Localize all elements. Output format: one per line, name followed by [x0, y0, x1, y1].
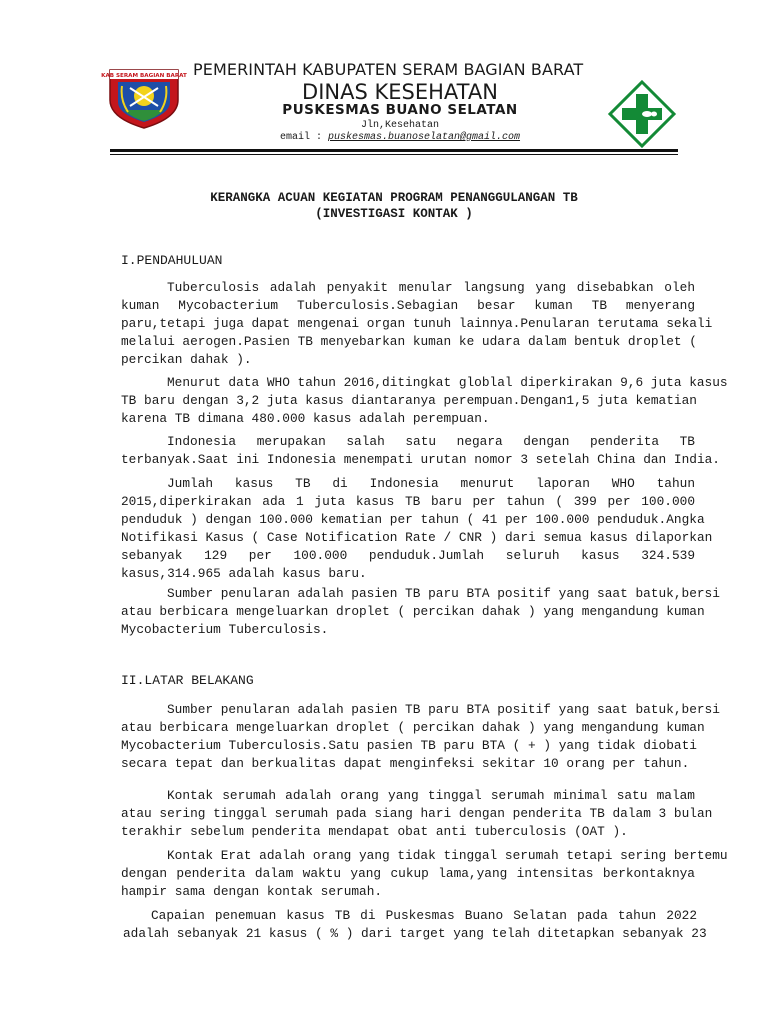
- text-line: melalui aerogen.Pasien TB menyebarkan kuman ke udara dalam bentuk droplet (: [121, 334, 697, 349]
- document-title: KERANGKA ACUAN KEGIATAN PROGRAM PENANGGULANGAN TB: [210, 191, 578, 205]
- paragraph: [121, 787, 713, 841]
- text-line: terbanyak.Saat ini Indonesia menempati urutan nomor 3 setelah China dan India.: [121, 452, 720, 467]
- text-line: TB baru dengan 3,2 juta kasus diantaranya perempuan.Dengan1,5 juta kematian: [121, 393, 697, 408]
- text-line: terakhir sebelum penderita mendapat obat anti tuberculosis (OAT ).: [121, 824, 628, 839]
- department-name: DINAS KESEHATAN: [302, 80, 498, 104]
- regency-coat-of-arms-logo: [101, 66, 187, 130]
- text-line: 2015,diperkirakan ada 1 juta kasus TB baru per tahun ( 399 per 100.000: [121, 494, 695, 509]
- text-line: penduduk ) dengan 100.000 kematian per tahun ( 41 per 100.000 penduduk.Angka: [121, 512, 705, 527]
- email-label: email :: [279, 132, 328, 143]
- section-heading-latar-belakang: II.LATAR BELAKANG: [121, 673, 254, 688]
- svg-text:KAB SERAM BAGIAN BARAT: KAB SERAM BAGIAN BARAT: [101, 73, 187, 79]
- text-line: secara tepat dan berkualitas dapat menginfeksi sekitar 10 orang per tahun.: [121, 756, 690, 771]
- clinic-name: PUSKESMAS BUANO SELATAN: [282, 102, 518, 118]
- text-line: Sumber penularan adalah pasien TB paru BTA positif yang saat batuk,bersi: [167, 702, 720, 717]
- text-line: dengan penderita dalam waktu yang cukup lama,yang intensitas berkontaknya: [121, 866, 695, 881]
- text-line: Notifikasi Kasus ( Case Notification Rate / CNR ) dari semua kasus dilaporkan: [121, 530, 713, 545]
- document-subtitle: (INVESTIGASI KONTAK ): [315, 207, 473, 221]
- letterhead-divider-thick: [110, 149, 678, 152]
- paragraph: [121, 475, 713, 583]
- text-line: Jumlah kasus TB di Indonesia menurut laporan WHO tahun: [167, 476, 695, 491]
- paragraph: [121, 279, 713, 369]
- paragraph: [121, 847, 728, 901]
- email-link[interactable]: puskesmas.buanoselatan@gmail.com: [327, 132, 521, 143]
- text-line: Kontak Erat adalah orang yang tidak tinggal serumah tetapi sering bertemu: [167, 848, 728, 863]
- paragraph: [121, 433, 720, 469]
- text-line: kasus,314.965 adalah kasus baru.: [121, 566, 367, 581]
- text-line: adalah sebanyak 21 kasus ( % ) dari target yang telah ditetapkan sebanyak 23: [123, 926, 707, 941]
- text-line: atau berbicara mengeluarkan droplet ( percikan dahak ) yang mengandung kuman: [121, 604, 705, 619]
- text-line: percikan dahak ).: [121, 352, 252, 367]
- text-line: Menurut data WHO tahun 2016,ditingkat globlal diperkirakan 9,6 juta kasus: [167, 375, 728, 390]
- letterhead-divider-thin: [110, 154, 678, 155]
- paragraph: [121, 701, 720, 773]
- paragraph: [121, 374, 728, 428]
- text-line: hampir sama dengan kontak serumah.: [121, 884, 383, 899]
- text-line: Mycobacterium Tuberculosis.: [121, 622, 329, 637]
- section-heading-pendahuluan: I.PENDAHULUAN: [121, 253, 223, 268]
- paragraph: [121, 585, 720, 639]
- text-line: Capaian penemuan kasus TB di Puskesmas Buano Selatan pada tahun 2022: [151, 908, 697, 923]
- puskesmas-cross-logo: [608, 80, 676, 148]
- text-line: karena TB dimana 480.000 kasus adalah perempuan.: [121, 411, 490, 426]
- text-line: sebanyak 129 per 100.000 penduduk.Jumlah seluruh kasus 324.539: [121, 548, 695, 563]
- clinic-email: [200, 132, 600, 143]
- text-line: Kontak serumah adalah orang yang tinggal serumah minimal satu malam: [167, 788, 695, 803]
- government-name: PEMERINTAH KABUPATEN SERAM BAGIAN BARAT: [193, 60, 584, 79]
- text-line: Sumber penularan adalah pasien TB paru BTA positif yang saat batuk,bersi: [167, 586, 720, 601]
- text-line: Tuberculosis adalah penyakit menular langsung yang disebabkan oleh: [167, 280, 695, 295]
- text-line: atau berbicara mengeluarkan droplet ( percikan dahak ) yang mengandung kuman: [121, 720, 705, 735]
- text-line: Indonesia merupakan salah satu negara dengan penderita TB: [167, 434, 695, 449]
- text-line: Mycobacterium Tuberculosis.Satu pasien TB paru BTA ( + ) yang tidak diobati: [121, 738, 697, 753]
- text-line: paru,tetapi juga dapat mengenai organ tunuh lainnya.Penularan terutama sekali: [121, 316, 713, 331]
- text-line: atau sering tinggal serumah pada siang hari dengan penderita TB dalam 3 bulan: [121, 806, 713, 821]
- text-line: kuman Mycobacterium Tuberculosis.Sebagian besar kuman TB menyerang: [121, 298, 695, 313]
- paragraph: [123, 907, 707, 943]
- clinic-address: Jln,Kesehatan: [360, 120, 439, 131]
